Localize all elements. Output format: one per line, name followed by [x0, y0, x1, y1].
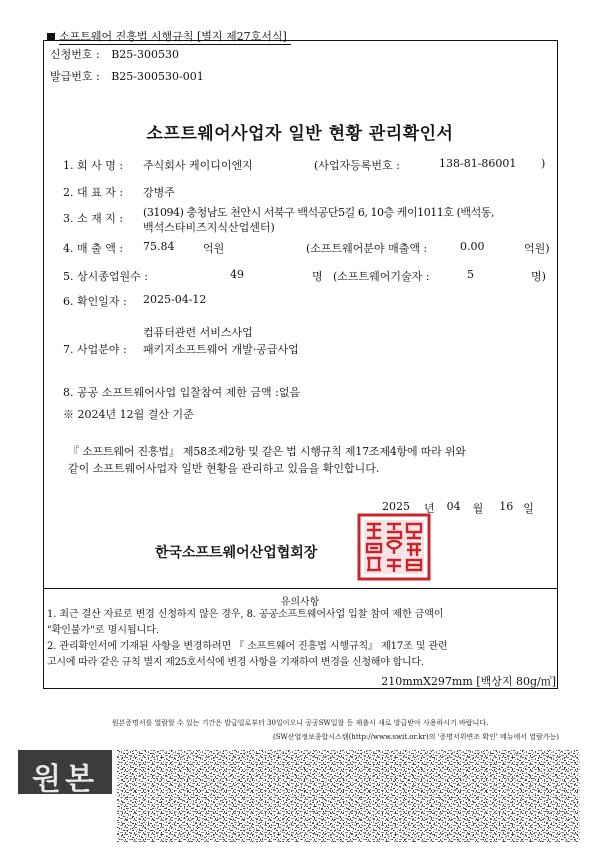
business-area-2: 패키지소프트웨어 개발·공급사업: [143, 343, 299, 356]
sales-value: 75.84: [143, 240, 175, 253]
ceo-value: 강병주: [143, 186, 175, 199]
application-number-label: 신청번호 :: [50, 48, 100, 61]
footer-note-1: 원본증명서를 열람할 수 있는 기간은 발급일로부터 30일이오니 공공SW입찰 등 제출시 새로 발급받아 사용하시기 바랍니다.: [111, 719, 489, 727]
sales-label: 4. 매 출 액 :: [63, 242, 124, 255]
sw-engineers-value: 5: [467, 268, 474, 281]
original-mark-text: 원본: [32, 762, 98, 794]
sales-unit: 억원: [203, 242, 225, 255]
notice-divider: [43, 588, 558, 589]
document-title: 소프트웨어사업자 일반 현황 관리확인서: [146, 124, 454, 144]
paper-size: 210mmX297mm [백상지 80g/㎡]: [381, 675, 556, 688]
notice-heading: 유의사항: [280, 597, 320, 608]
notice-line3: 2. 관리확인서에 기재된 사항을 변경하려면 『 소프트웨어 진흥법 시행규칙』 제17조 및 관련: [47, 641, 448, 652]
notice-line1: 1. 최근 결산 자료로 변경 신청하지 않은 경우, 8. 공공소프트웨어사업 입찰 참여 제한 금액이: [47, 609, 444, 620]
bid-limit-label: 8. 공공 소프트웨어사업 입찰참여 제한 금액 :: [63, 386, 279, 399]
notice-line2: "확인불가"로 명시됩니다.: [47, 625, 160, 636]
business-reg-label: (사업자등록번호 :: [314, 159, 400, 172]
employees-unit: 명: [312, 270, 323, 283]
official-seal-stamp: [356, 512, 432, 582]
application-number-row: [50, 46, 179, 62]
original-document-mark: [18, 750, 112, 794]
issue-number-row: [50, 68, 204, 84]
confirmation-line2: 같이 소프트웨어사업자 일반 현황을 관리하고 있음을 확인합니다.: [68, 462, 380, 475]
business-reg-close: ): [541, 157, 546, 170]
date-day-unit: 일: [523, 502, 534, 515]
application-number-value: B25-300530: [111, 48, 180, 61]
date-year-unit: 년: [424, 502, 435, 515]
company-value: 주식회사 케이디이엔지: [143, 159, 253, 172]
sw-sales-label: (소프트웨어분야 매출액 :: [306, 242, 428, 255]
business-reg-value: 138-81-86001: [439, 157, 517, 170]
form-header-label: 소프트웨어 진흥법 시행규칙 [별지 제27호서식]: [59, 28, 291, 45]
issuer-name: 한국소프트웨어산업협회장: [155, 545, 318, 561]
employees-label: 5. 상시종업원수 :: [63, 270, 148, 283]
company-label: 1. 회 사 명 :: [63, 159, 124, 172]
sw-sales-unit: 억원): [524, 242, 550, 255]
date-day: 16: [499, 500, 514, 513]
business-area-1: 컴퓨터관련 서비스사업: [143, 326, 253, 339]
sw-engineers-label: (소프트웨어기술자 :: [333, 270, 430, 283]
issue-number-label: 발급번호 :: [50, 70, 100, 83]
employees-value: 49: [230, 268, 244, 281]
address-label: 3. 소 재 지 :: [63, 212, 124, 225]
settlement-note: ※ 2024년 12월 결산 기준: [63, 408, 194, 421]
address-line1: (31094) 충청남도 천안시 서북구 백석공단5길 6, 10층 케이1011호 (백석동,: [143, 206, 494, 219]
confirmation-line1: 『 소프트웨어 진흥법』 제58조제2항 및 같은 법 시행규칙 제17조제4항에 따라 위와: [68, 445, 466, 458]
sw-sales-value: 0.00: [460, 240, 485, 253]
business-area-label: 7. 사업분야 :: [63, 343, 127, 356]
confirm-date-value: 2025-04-12: [143, 293, 207, 306]
security-barcode-strip: [117, 750, 580, 842]
bid-limit-value: 없음: [278, 386, 301, 399]
address-line2: 백석스타비즈지식산업센터): [143, 221, 275, 234]
date-month: 04: [446, 500, 461, 513]
ceo-label: 2. 대 표 자 :: [63, 186, 124, 199]
notice-line4: 고시에 따라 같은 규칙 별지 제25호서식에 변경 사항을 기재하여 변경을 신청해야 합니다.: [47, 657, 424, 668]
sw-engineers-unit: 명): [531, 270, 546, 283]
noise-layer-b: [117, 750, 580, 842]
confirm-date-label: 6. 확인일자 :: [63, 295, 127, 308]
date-year: 2025: [382, 500, 410, 513]
date-month-unit: 월: [472, 502, 484, 515]
bid-limit-row: [63, 384, 300, 400]
issue-number-value: B25-300530-001: [111, 70, 204, 83]
footer-note-2: (SW산업정보종합시스템(http://www.swit.or.kr)의 '증명서위변조 확인' 메뉴에서 열람가능): [273, 733, 559, 741]
